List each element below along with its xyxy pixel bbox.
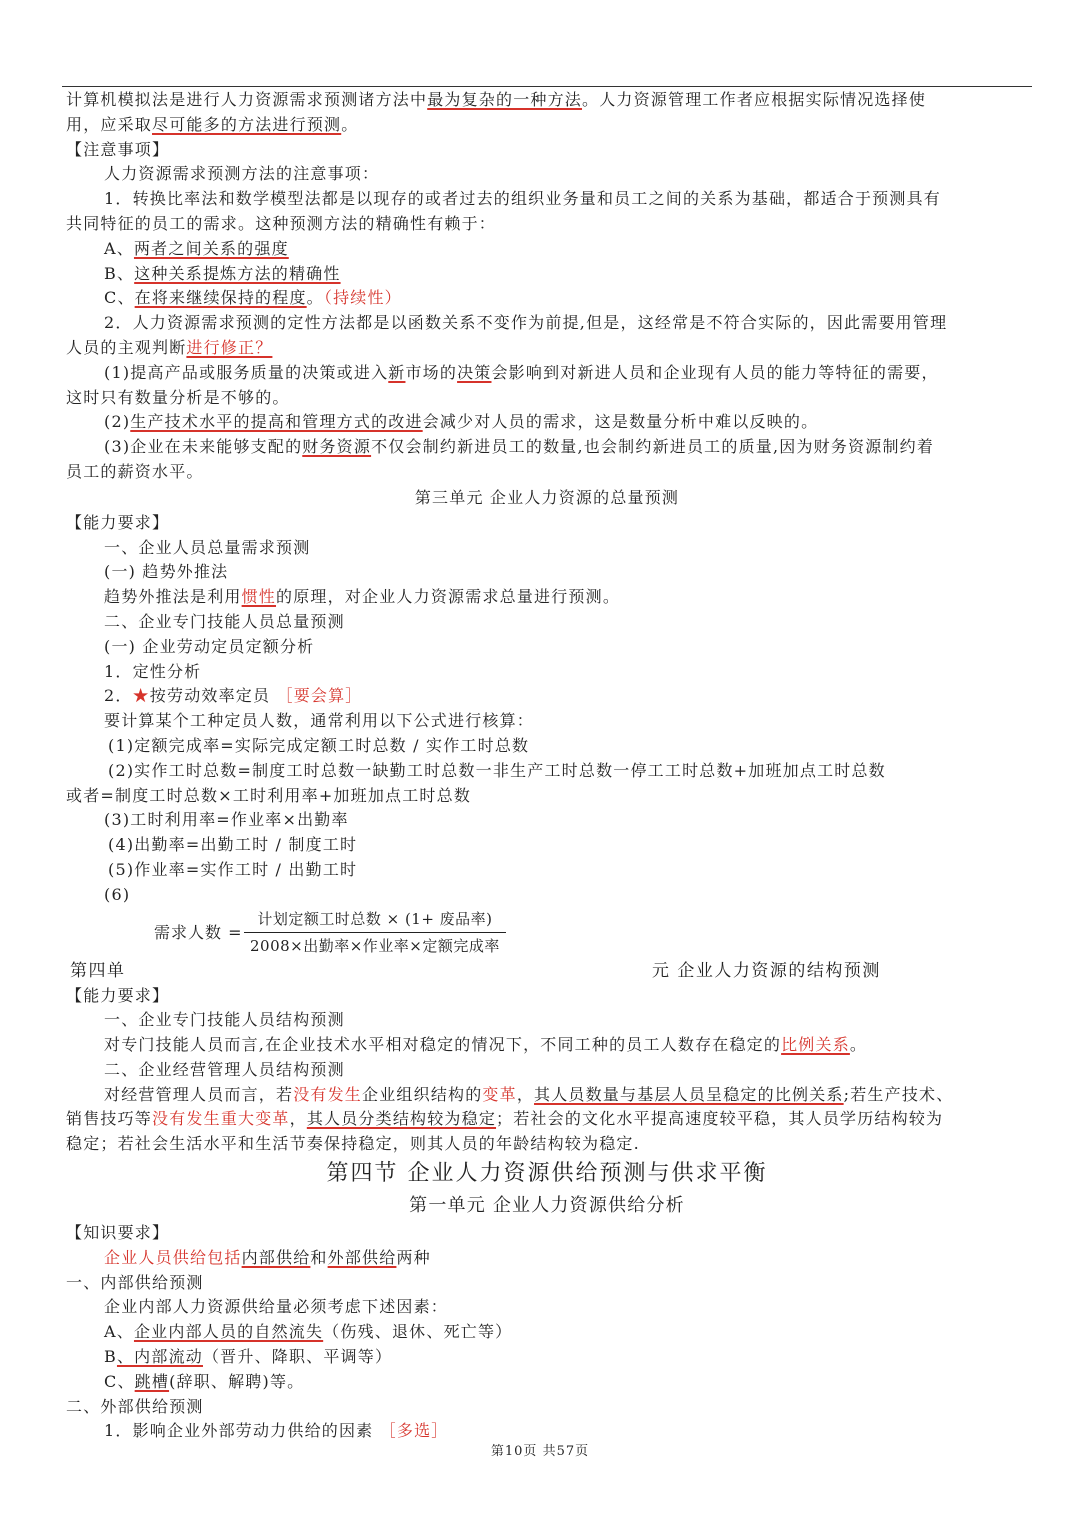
red-text: 变革 (482, 1084, 517, 1104)
formula-line: (1)定额完成率=实际完成定额工时总数 / 实作工时总数 (108, 735, 530, 755)
text-span: 。 (849, 1035, 868, 1055)
text-line: 要计算某个工种定员人数，通常利用以下公式进行核算： (104, 711, 535, 731)
unit-title-left: 第四单 (70, 960, 126, 981)
text-line: (一) 趋势外推法 (104, 562, 229, 582)
text-span: ;若生产技术、 (843, 1084, 954, 1104)
text-span: （伤残、退休、死亡等） (323, 1322, 513, 1342)
text-span: ；若社会的文化水平提高速度较平稳，其人员学历结构较为 (496, 1109, 944, 1129)
text-span: 销售技巧等 (66, 1109, 153, 1129)
underlined-text: 决策 (457, 362, 492, 382)
red-text: 没有发生 (293, 1084, 363, 1104)
text-span: 市场的 (405, 362, 458, 382)
text-line (66, 435, 1028, 460)
text-span: 2． (104, 686, 133, 706)
underlined-text: 外部供给 (327, 1247, 397, 1267)
text-line: 一、企业人员总量需求预测 (104, 537, 311, 557)
text-line (66, 113, 1028, 138)
text-line (66, 336, 1028, 361)
underlined-text: 在将来继续保持的程度 (134, 288, 307, 308)
text-line: 这时只有数量分析是不够的。 (66, 387, 290, 407)
text-span: ， (516, 1084, 535, 1104)
list-marker: B、 (104, 263, 135, 283)
red-underlined-text: 惯性 (241, 587, 277, 607)
text-span: 对专门技能人员而言,在企业技术水平相对稳定的情况下，不同工种的员工人数存在稳定的 (104, 1035, 782, 1055)
text-line: 二、企业经营管理人员结构预测 (104, 1059, 345, 1079)
text-line: 员工的薪资水平。 (66, 461, 204, 481)
fraction-bar (244, 932, 506, 933)
section-heading: 【能力要求】 (66, 985, 170, 1005)
text-line: 二、企业专门技能人员总量预测 (104, 611, 345, 631)
star-icon: ★ (132, 686, 150, 706)
red-underlined-text: 进行修正？ (186, 337, 273, 357)
formula-line: (2)实作工时总数=制度工时总数一缺勤工时总数一非生产工时总数一停工工时总数+加班加点工时总数 (108, 760, 886, 780)
formula-line: (5)作业率=实作工时 / 出勤工时 (108, 859, 358, 879)
text-line: 企业内部人力资源供给量必须考虑下述因素： (104, 1297, 449, 1317)
red-text: 企业人员供给包括 (104, 1247, 242, 1267)
text-line: 2．人力资源需求预测的定性方法都是以函数关系不变作为前提,但是，这经常是不符合实际的，因此需要用管理 (104, 313, 948, 333)
unit-title: 第一单元 企业人力资源供给分析 (409, 1195, 685, 1217)
list-marker: C、 (104, 288, 135, 308)
list-item (66, 1345, 1028, 1370)
text-line (66, 1246, 1028, 1271)
red-note: ［要会算］ (276, 686, 363, 706)
list-item (66, 1370, 1028, 1395)
text-span: 的原理，对企业人力资源需求总量进行预测。 (276, 587, 621, 607)
text-span: 会影响到对新进人员和企业现有人员的能力等特征的需要， (491, 362, 939, 382)
underlined-text: 内部供给 (241, 1247, 311, 1267)
text-span: 企业组织结构的 (362, 1084, 483, 1104)
underlined-text: 这种关系提炼方法的精确性 (134, 263, 341, 283)
text-span: 会减少对人员的需求，这是数量分析中难以反映的。 (422, 412, 819, 432)
text-line (66, 585, 1028, 610)
text-line (66, 410, 1028, 435)
text-span: 人员的主观判断 (66, 337, 187, 357)
list-item (66, 262, 1028, 287)
text-line (66, 1083, 1028, 1108)
text-span: 按劳动效率定员 (149, 686, 271, 706)
red-text: 没有发生重大变革 (152, 1109, 290, 1129)
page-footer: 第10页 共57页 (490, 1444, 590, 1459)
underlined-text: 尽可能多的方法进行预测 (152, 114, 342, 134)
text-span: （晋升、降职、平调等） (202, 1347, 393, 1367)
text-span: 。 (341, 114, 359, 134)
underlined-text: 、内部流动 (116, 1347, 203, 1367)
underlined-text: 两者之间关系的强度 (133, 238, 289, 258)
fraction (244, 908, 506, 957)
text-line: 二、外部供给预测 (66, 1396, 204, 1416)
text-span: 两种 (396, 1247, 431, 1267)
text-line: (一) 企业劳动定员定额分析 (104, 636, 315, 656)
text-line (66, 361, 1028, 386)
page-content (66, 88, 1028, 1444)
list-marker: A、 (104, 238, 134, 258)
text-span: 。 (306, 288, 324, 308)
text-span: (2) (104, 412, 131, 432)
text-line (66, 684, 1028, 709)
underlined-text: 生产技术水平的提高和管理方式的改进 (130, 412, 423, 432)
section-heading: 【知识要求】 (66, 1223, 170, 1243)
text-line: 人力资源需求预测方法的注意事项： (104, 164, 380, 184)
text-line (66, 88, 1028, 113)
formula-line: (4)出勤率=出勤工时 / 制度工时 (108, 835, 358, 855)
section-title: 第四节 企业人力资源供给预测与供求平衡 (326, 1161, 768, 1187)
text-line: 1．定性分析 (104, 661, 202, 681)
text-span: ， (289, 1109, 307, 1129)
section-heading: 【注意事项】 (66, 139, 170, 159)
unit-title-split (66, 958, 1028, 984)
fraction-denominator: 2008×出勤率×作业率×定额完成率 (250, 936, 500, 955)
formula-fraction (66, 908, 1028, 958)
header-rule (62, 86, 1032, 87)
formula-line: (3)工时利用率=作业率×出勤率 (104, 810, 349, 830)
text-line (66, 1107, 1028, 1132)
underlined-text: 新 (388, 362, 406, 382)
underlined-text: 跳槽 (134, 1371, 170, 1391)
text-line: 一、企业专门技能人员结构预测 (104, 1010, 345, 1030)
red-note: ［多选］ (379, 1421, 449, 1441)
text-span: (1)提高产品或服务质量的决策或进入 (104, 362, 389, 382)
text-line: 稳定；若社会生活水平和生活节奏保持稳定，则其人员的年龄结构较为稳定. (66, 1134, 640, 1154)
list-marker: A、 (104, 1322, 134, 1342)
underlined-text: 最为复杂的一种方法 (427, 90, 583, 109)
list-item (66, 237, 1028, 262)
list-marker: B (104, 1347, 117, 1367)
text-span: 不仅会制约新进员工的数量,也会制约新进员工的质量,因为财务资源制约着 (371, 437, 935, 457)
list-item (66, 1320, 1028, 1345)
red-underlined-text: 比例关系 (781, 1035, 850, 1055)
text-line: 1．转换比率法和数学模型法都是以现存的或者过去的组织业务量和员工之间的关系为基础，都适合于预测具有 (104, 189, 941, 209)
text-span: 对经营管理人员而言，若 (104, 1084, 294, 1104)
text-span: (辞职、解聘)等。 (169, 1371, 305, 1391)
text-line (66, 1033, 1028, 1058)
text-span: 用，应采取 (66, 114, 153, 134)
underlined-text: 企业内部人员的自然流失 (133, 1322, 324, 1342)
text-line: 一、内部供给预测 (66, 1272, 204, 1292)
red-note: （持续性） (323, 288, 402, 308)
underlined-text: 其人员数量与基层人员呈稳定的比例关系 (534, 1084, 844, 1104)
formula-line: (6) (104, 884, 131, 904)
formula-line: 或者=制度工时总数×工时利用率+加班加点工时总数 (66, 785, 472, 805)
text-span: 趋势外推法是利用 (104, 587, 242, 607)
fraction-numerator: 计划定额工时总数 × (1+ 废品率) (257, 909, 493, 928)
unit-title: 第三单元 企业人力资源的总量预测 (414, 487, 680, 507)
list-marker: C、 (104, 1371, 135, 1391)
section-heading: 【能力要求】 (66, 512, 170, 532)
text-span: 1．影响企业外部劳动力供给的因素 (104, 1421, 380, 1441)
text-span: (3)企业在未来能够支配的 (104, 437, 303, 457)
list-item (66, 286, 1028, 311)
underlined-text: 其人员分类结构较为稳定 (306, 1109, 497, 1129)
underlined-text: 财务资源 (302, 437, 372, 457)
unit-title-right: 元 企业人力资源的结构预测 (652, 960, 881, 981)
text-line: 共同特征的员工的需求。这种预测方法的精确性有赖于： (66, 213, 497, 233)
text-span: 计算机模拟法是进行人力资源需求预测诸方法中 (66, 90, 428, 109)
text-span: 。人力资源管理工作者应根据实际情况选择使 (582, 90, 927, 109)
formula-label: 需求人数 = (154, 922, 243, 942)
text-span: 和 (310, 1247, 328, 1267)
